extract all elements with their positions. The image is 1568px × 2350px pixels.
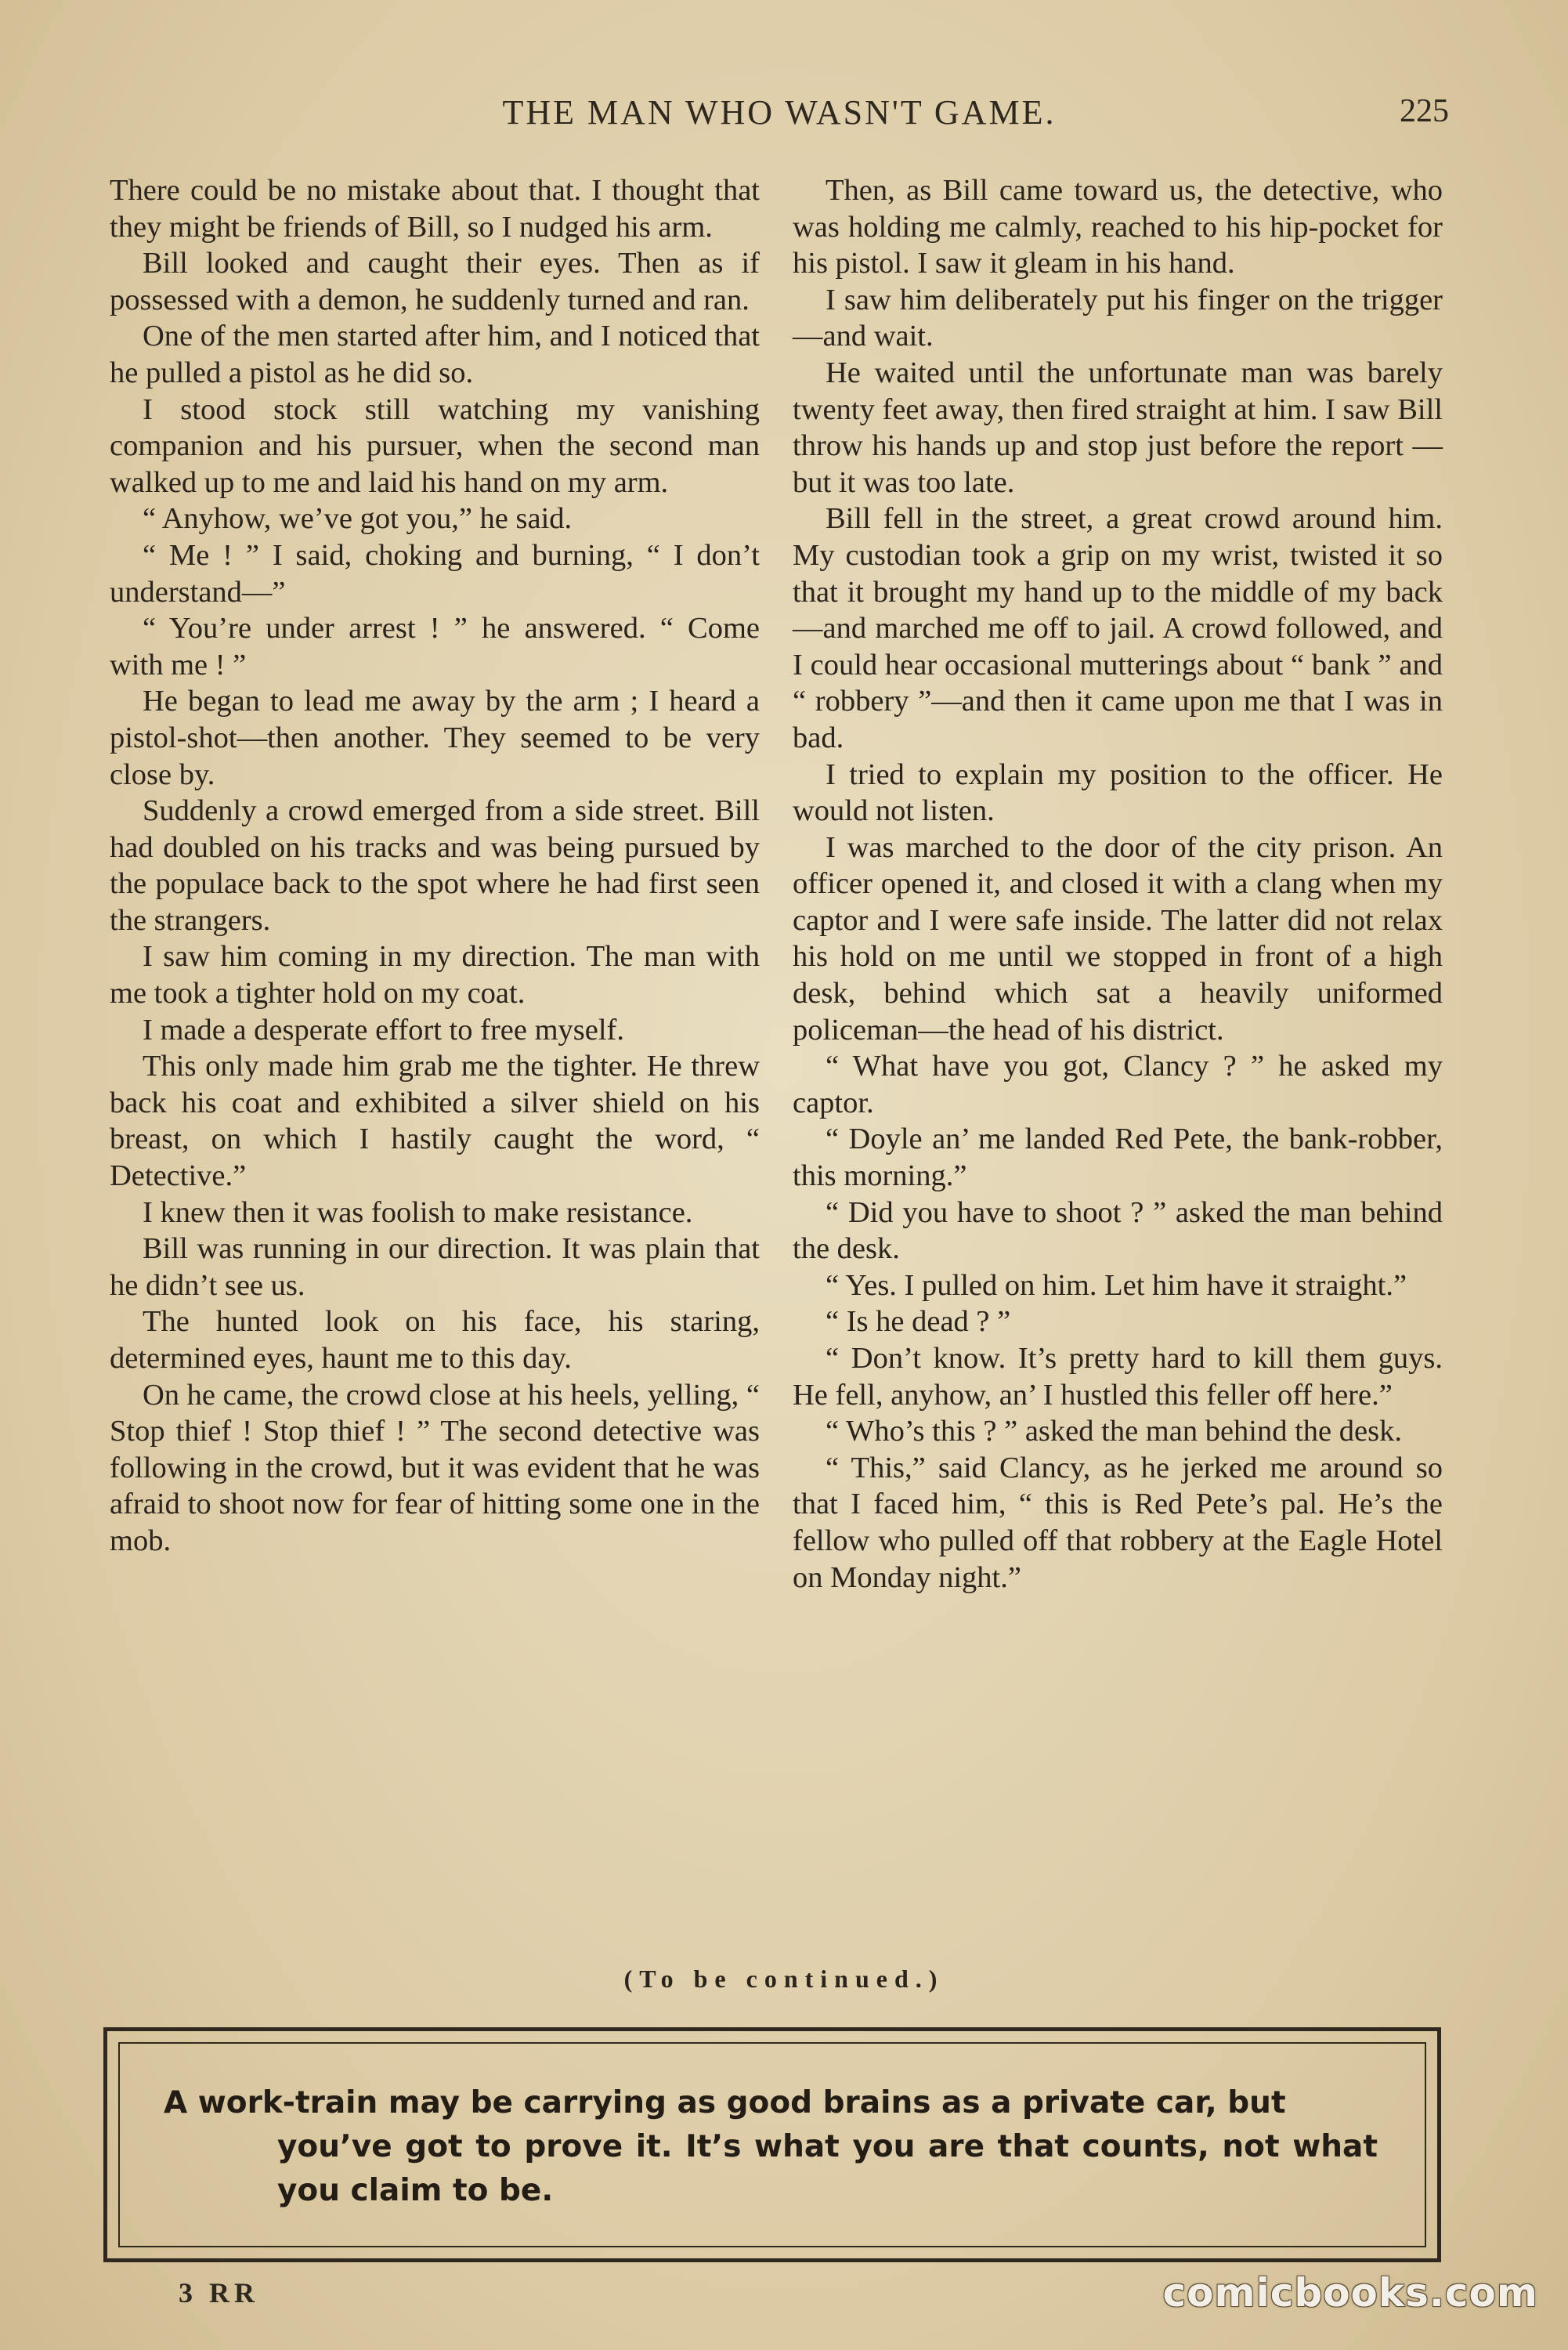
paragraph: I stood stock still watching my vanishing companion and his pursuer, when the second man walked up to me and laid his hand on my arm.	[110, 392, 760, 499]
paragraph: One of the men started after him, and I noticed that he pulled a pistol as he did so.	[110, 320, 760, 389]
paragraph: I saw him deliberately put his finger on the trigger—and wait.	[793, 283, 1443, 353]
paragraph: I knew then it was foolish to make resistance.	[143, 1195, 693, 1229]
paragraph: Bill was running in our direction. It was plain that he didn’t see us.	[110, 1232, 760, 1302]
paragraph: I tried to explain my position to the officer. He would not listen.	[793, 757, 1443, 828]
watermark: comicbooks.com	[1162, 2270, 1538, 2316]
paragraph: “ Don’t know. It’s pretty hard to kill them guys. He fell, anyhow, an’ I hustled this feller off here.”	[793, 1342, 1443, 1412]
paragraph: Suddenly a crowd emerged from a side street. Bill had doubled on his tracks and was being pursued by the populace back to the spot where he had first seen the strangers.	[110, 794, 760, 937]
paragraph: On he came, the crowd close at his heels, yelling, “ Stop thief ! Stop thief ! ” The second detective was following in the crowd, but it was evident that he was afraid to shoot now for fear of hitting some one in the mob.	[110, 1378, 760, 1557]
paragraph: “ Is he dead ? ”	[826, 1305, 1011, 1339]
left-column	[110, 172, 760, 1560]
paragraph: I made a desperate effort to free myself.	[143, 1013, 624, 1047]
boxed-quote-text	[164, 2081, 1378, 2213]
boxed-quote-line-1: A work-train may be carrying as good brains as a private car, but	[164, 2085, 1286, 2120]
paragraph: Then, as Bill came toward us, the detective, who was holding me calmly, reached to his hip-pocket for his pistol. I saw it gleam in his hand.	[793, 174, 1443, 280]
paragraph: “ What have you got, Clancy ? ” he asked my captor.	[793, 1050, 1443, 1119]
paragraph: He waited until the unfortunate man was barely twenty feet away, then fired straight at him. I saw Bill throw his hands up and stop just before the report —but it was too late.	[793, 356, 1443, 499]
right-column	[793, 172, 1443, 1596]
paragraph: The hunted look on his face, his staring, determined eyes, haunt me to this day.	[110, 1305, 760, 1375]
paragraph: “ Me ! ” I said, choking and burning, “ I don’t understand—”	[110, 538, 760, 609]
paragraph: I was marched to the door of the city prison. An officer opened it, and closed it with a clang when my captor and I were safe inside. The latter did not relax his hold on me until we stopped in front of a high desk, behind which sat a heavily uniformed policeman—the head of his district.	[793, 830, 1443, 1047]
paragraph: “ Doyle an’ me landed Red Pete, the bank-robber, this morning.”	[793, 1123, 1443, 1193]
paragraph: There could be no mistake about that. I thought that they might be friends of Bill, so I nudged his arm.	[110, 174, 760, 244]
to-be-continued-note: (To be continued.)	[623, 1965, 945, 1993]
page-header	[110, 92, 1449, 147]
paragraph: “ Anyhow, we’ve got you,” he said.	[143, 502, 573, 536]
boxed-quote	[103, 2027, 1441, 2262]
signature-mark: 3 RR	[179, 2277, 259, 2308]
paragraph: I saw him coming in my direction. The man with me took a tighter hold on my coat.	[110, 940, 760, 1010]
paragraph: “ Who’s this ? ” asked the man behind the desk.	[826, 1415, 1402, 1448]
boxed-quote-rest: you’ve got to prove it. It’s what you are that counts, not what you claim to be.	[277, 2129, 1378, 2208]
paragraph: This only made him grab me the tighter. He threw back his coat and exhibited a silver shield on his breast, on which I hastily caught the word, “ Detective.”	[110, 1050, 760, 1193]
paragraph: “ This,” said Clancy, as he jerked me around so that I faced him, “ this is Red Pete’s pal. He’s the fellow who pulled off that robbery at the Eagle Hotel on Monday night.”	[793, 1451, 1443, 1594]
paragraph: “ Did you have to shoot ? ” asked the man behind the desk.	[793, 1195, 1443, 1266]
paragraph: Bill fell in the street, a great crowd around him. My custodian took a grip on my wrist, twisted it so that it brought my hand up to the middle of my back—and marched me off to jail. A crowd followed, and I could hear occasional mutterings about “ bank ” and “ robbery ”—and then it came upon me that I was in bad.	[793, 502, 1443, 754]
page-number: 225	[1400, 93, 1449, 129]
running-head: THE MAN WHO WASN'T GAME.	[502, 93, 1057, 132]
paragraph: “ Yes. I pulled on him. Let him have it straight.”	[826, 1268, 1407, 1302]
paragraph: He began to lead me away by the arm ; I heard a pistol-shot—then another. They seemed to be very close by.	[110, 685, 760, 791]
paragraph: Bill looked and caught their eyes. Then as if possessed with a demon, he suddenly turned and ran.	[110, 247, 760, 316]
paragraph: “ You’re under arrest ! ” he answered. “ Come with me ! ”	[110, 612, 760, 682]
